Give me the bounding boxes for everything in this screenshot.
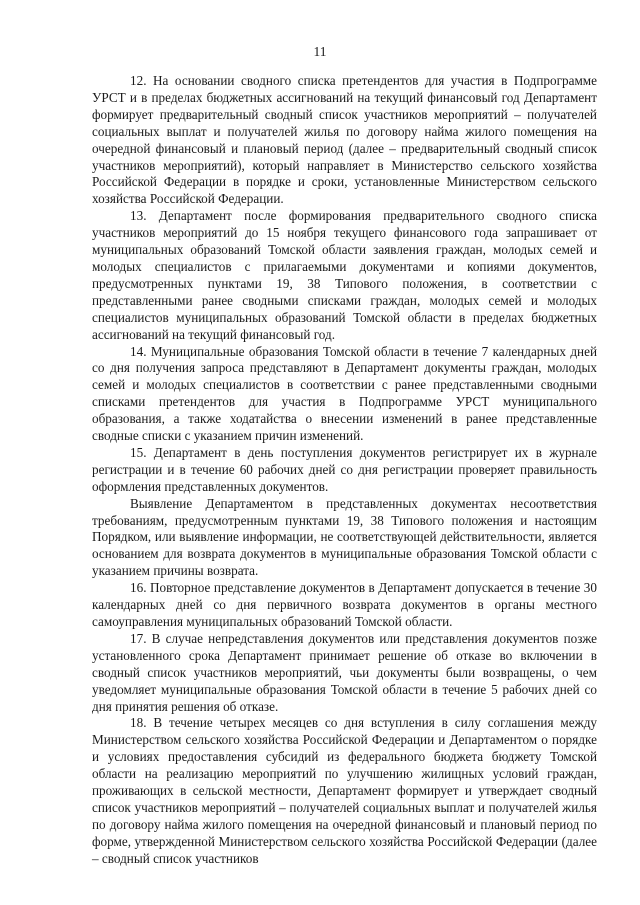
- page-number: 11: [313, 44, 327, 59]
- paragraph-15: 15. Департамент в день поступления документов регистрирует их в журнале регистрации и в течение 60 рабочих дней со дня регистрации проверяет правильность оформления представленных документов.: [92, 444, 597, 494]
- paragraph-13: 13. Департамент после формирования предварительного сводного списка участников мероприятий до 15 ноября текущего финансового года запрашивает от муниципальных образований Томской области заявления граждан, молодых семей и молодых специалистов с прилагаемыми документами и копиями документов, предусмотренных пунктами 19, 38 Типового положения, в соответствии с представленными ранее сводными списками граждан, молодых семей и молодых специалистов муниципальных образований Томской области в пределах бюджетных ассигнований на текущий финансовый год.: [92, 208, 597, 342]
- paragraph-15-continuation: Выявление Департаментом в представленных документах несоответствия требованиям, предусмотренным пунктами 19, 38 Типового положения и настоящим Порядком, или выявление информации, не соответствующей действительности, является основанием для возврата документов в муниципальные образования Томской области с указанием причины возврата.: [92, 495, 597, 579]
- paragraph-12: 12. На основании сводного списка претендентов для участия в Подпрограмме УРСТ и в пределах бюджетных ассигнований на текущий финансовый год Департамент формирует предварительный сводный список участников мероприятий – получателей социальных выплат и получателей жилья по договору найма жилого помещения на очередной финансовый и плановый период (далее – предварительный сводный список участников мероприятий), который направляет в Министерство сельского хозяйства Российской Федерации в порядке и сроки, установленные Министерством сельского хозяйства Российской Федерации.: [92, 73, 597, 207]
- paragraph-16: 16. Повторное представление документов в Департамент допускается в течение 30 календарных дней со дня первичного возврата документов в органы местного самоуправления муниципальных образований Томской области.: [92, 580, 597, 629]
- paragraph-18: 18. В течение четырех месяцев со дня вступления в силу соглашения между Министерством сельского хозяйства Российской Федерации и Департаментом о порядке и условиях предоставления субсидий из федерального бюджета бюджету Томской области на реализацию мероприятий по улучшению жилищных условий граждан, проживающих в сельской местности, Департамент формирует и утверждает сводный список участников мероприятий – получателей социальных выплат и получателей жилья по договору найма жилого помещения на очередной финансовый и плановый период по форме, утвержденной Министерством сельского хозяйства Российской Федерации (далее – сводный список участников: [92, 715, 597, 866]
- paragraph-14: 14. Муниципальные образования Томской области в течение 7 календарных дней со дня получения запроса представляют в Департамент документы граждан, молодых семей и молодых специалистов в соответствии с ранее представленными сводными списками претендентов для участия в Подпрограмме УРСТ муниципального образования, а также ходатайства о внесении изменений в ранее представленные сводные списки с указанием причин изменений.: [92, 343, 597, 444]
- document-body: [92, 73, 597, 868]
- paragraph-17: 17. В случае непредставления документов или представления документов позже установленного срока Департамент принимает решение об отказе во включении в сводный список участников мероприятий, чьи документы были возвращены, о чем уведомляет муниципальные образования Томской области в течение 5 рабочих дней со дня принятия решения об отказе.: [92, 630, 597, 714]
